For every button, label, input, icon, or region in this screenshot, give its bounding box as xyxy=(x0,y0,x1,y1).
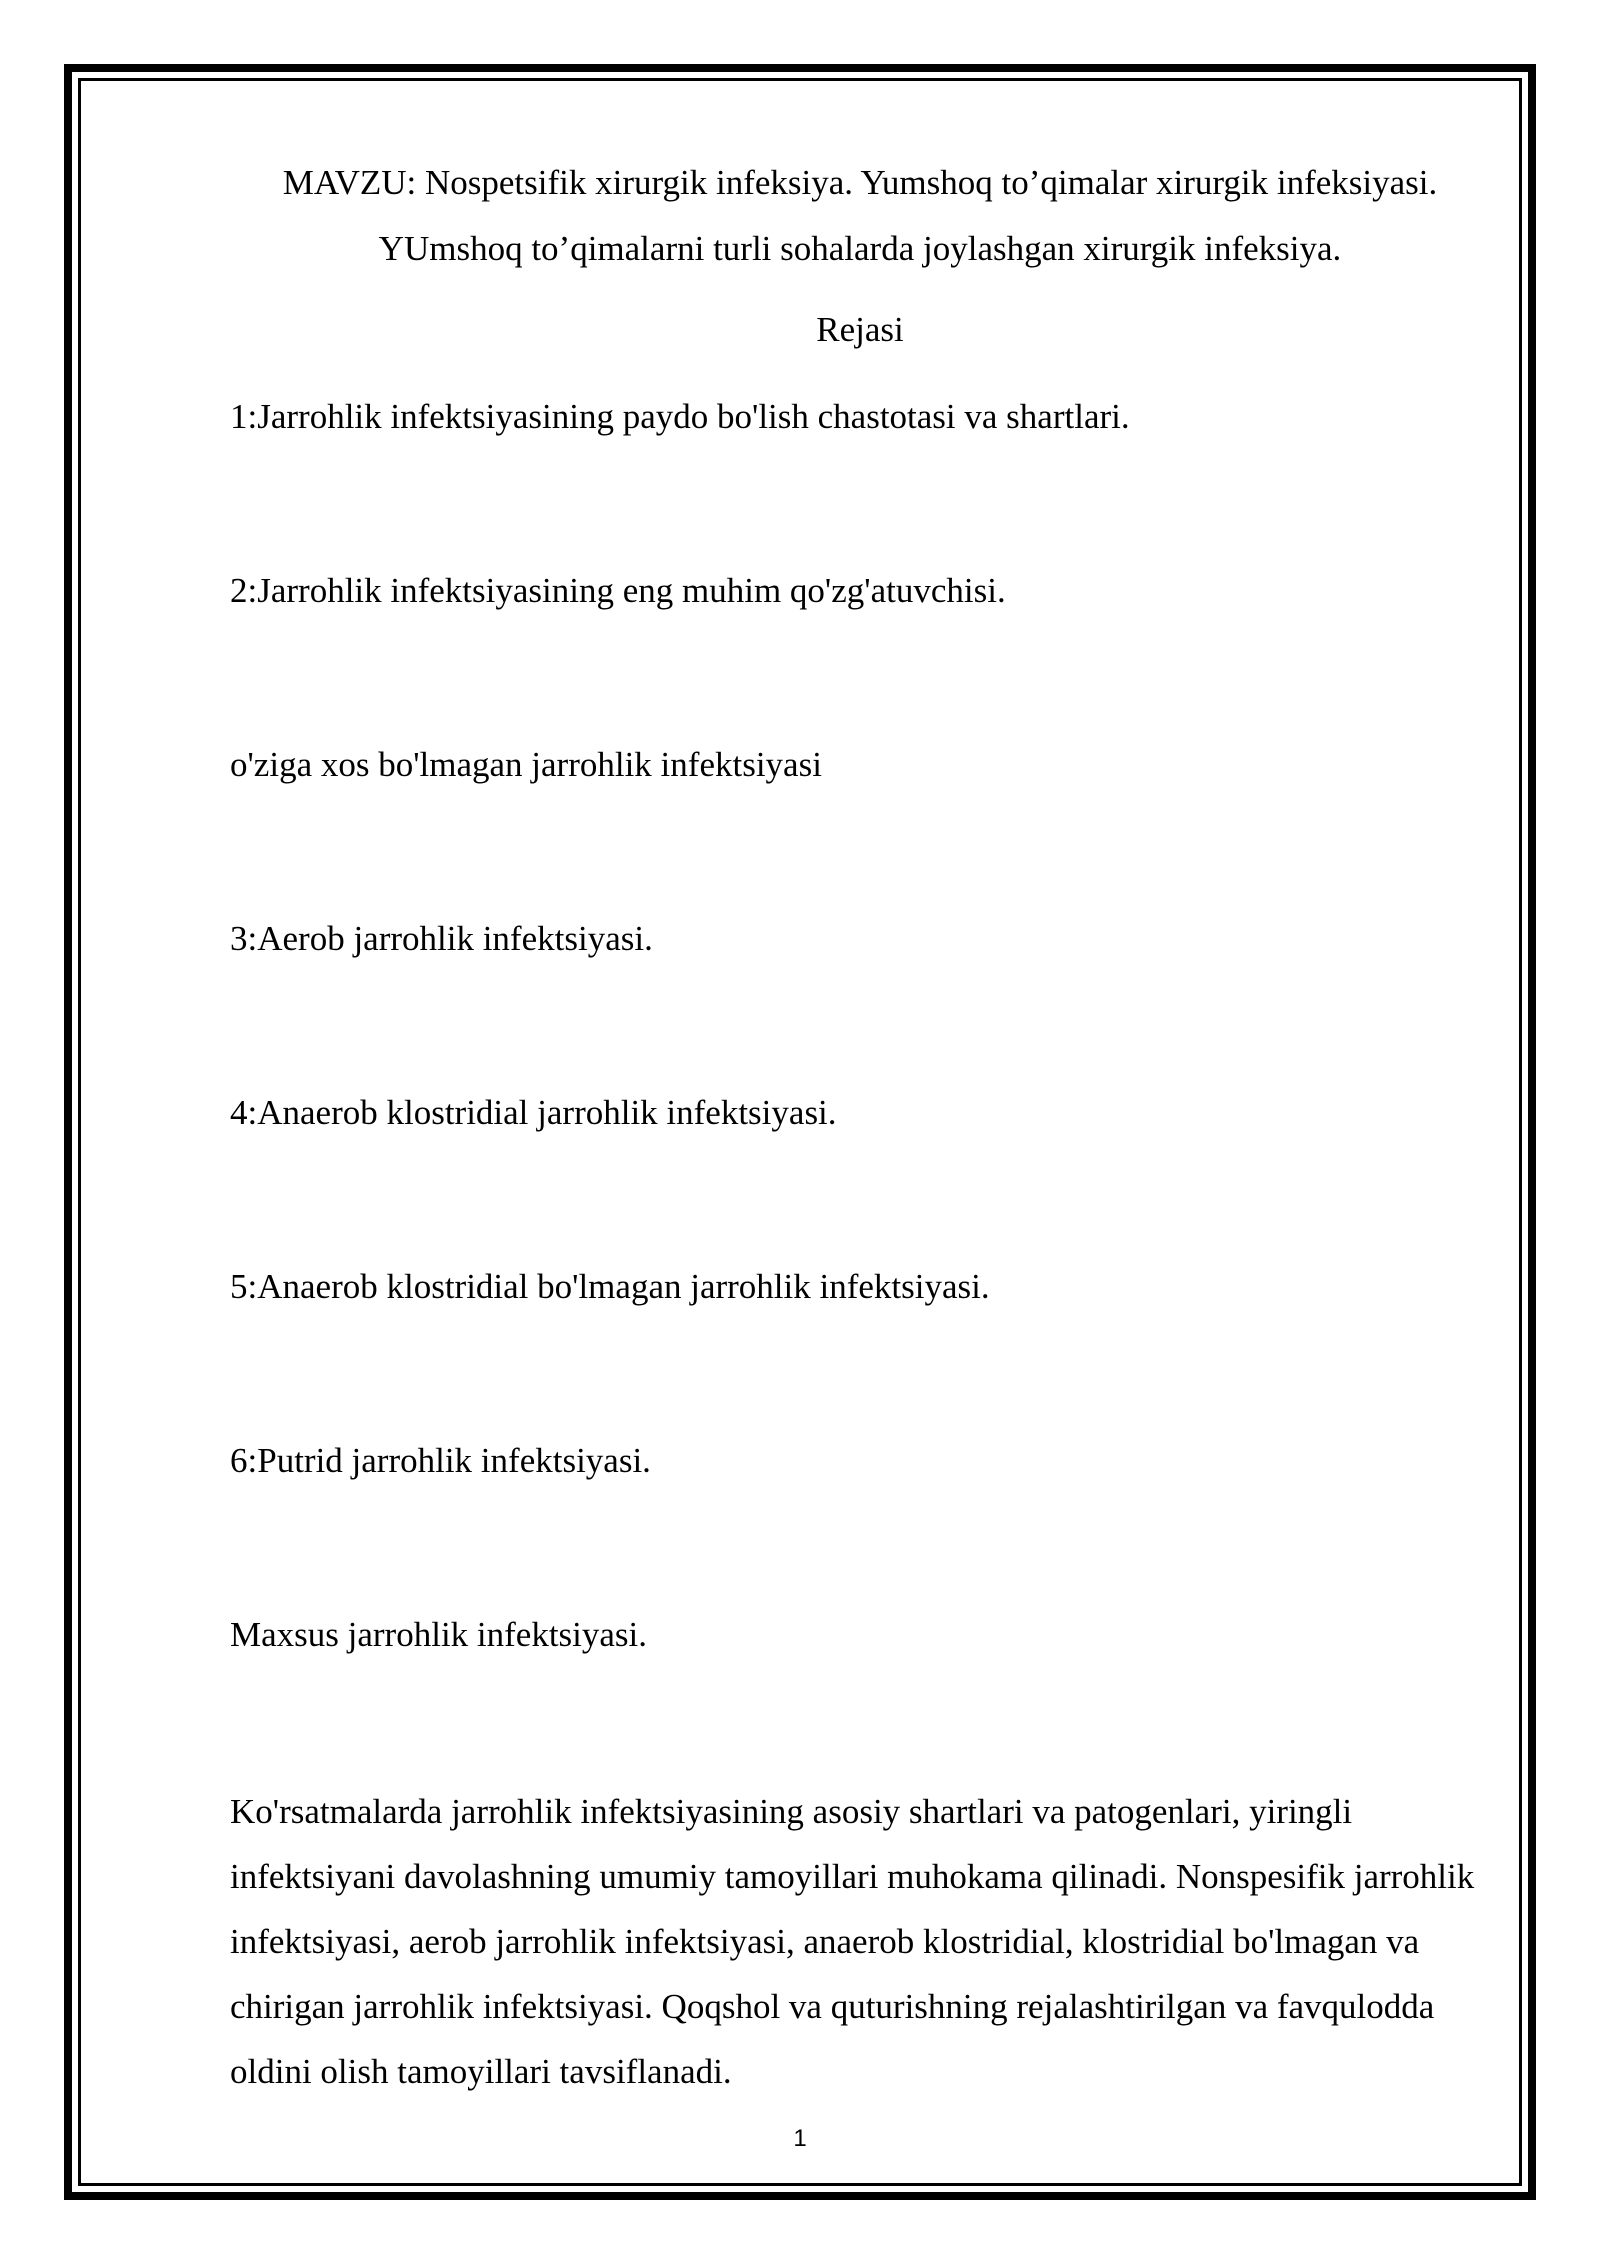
document-body xyxy=(230,150,1490,2104)
page-number: 1 xyxy=(793,2125,807,2152)
plan-item: 5:Anaerob klostridial bo'lmagan jarrohlik infektsiyasi. xyxy=(230,1267,990,1306)
plan-item: o'ziga xos bo'lmagan jarrohlik infektsiyasi xyxy=(230,745,822,784)
title-line-1: MAVZU: Nospetsifik xirurgik infeksiya. Yumshoq to’qimalar xirurgik infeksiyasi. xyxy=(282,163,1438,202)
plan-item: 6:Putrid jarrohlik infektsiyasi. xyxy=(230,1441,651,1480)
plan-item: 2:Jarrohlik infektsiyasining eng muhim qo'zg'atuvchisi. xyxy=(230,571,1006,610)
title-line-2: YUmshoq to’qimalarni turli sohalarda joylashgan xirurgik infeksiya. xyxy=(378,229,1342,268)
plan-item: 3:Aerob jarrohlik infektsiyasi. xyxy=(230,919,653,958)
plan-item: Maxsus jarrohlik infektsiyasi. xyxy=(230,1615,648,1654)
summary-paragraph: Ko'rsatmalarda jarrohlik infektsiyasining asosiy shartlari va patogenlari, yiringli infektsiyani davolashning umumiy tamoyillari muhokama qilinadi. Nonspesifik jarrohlik infektsiyasi, aerob jarrohlik infektsiyasi, anaerob klostridial, klostridial bo'lmagan va chirigan jarrohlik infektsiyasi. Qoqshol va quturishning rejalashtirilgan va favqulodda oldini olish tamoyillari tavsiflanadi. xyxy=(230,1792,1475,2091)
plan-list xyxy=(230,387,1490,1779)
plan-item: 4:Anaerob klostridial jarrohlik infektsiyasi. xyxy=(230,1093,837,1132)
plan-heading: Rejasi xyxy=(816,310,904,349)
plan-item: 1:Jarrohlik infektsiyasining paydo bo'lish chastotasi va shartlari. xyxy=(230,397,1130,436)
